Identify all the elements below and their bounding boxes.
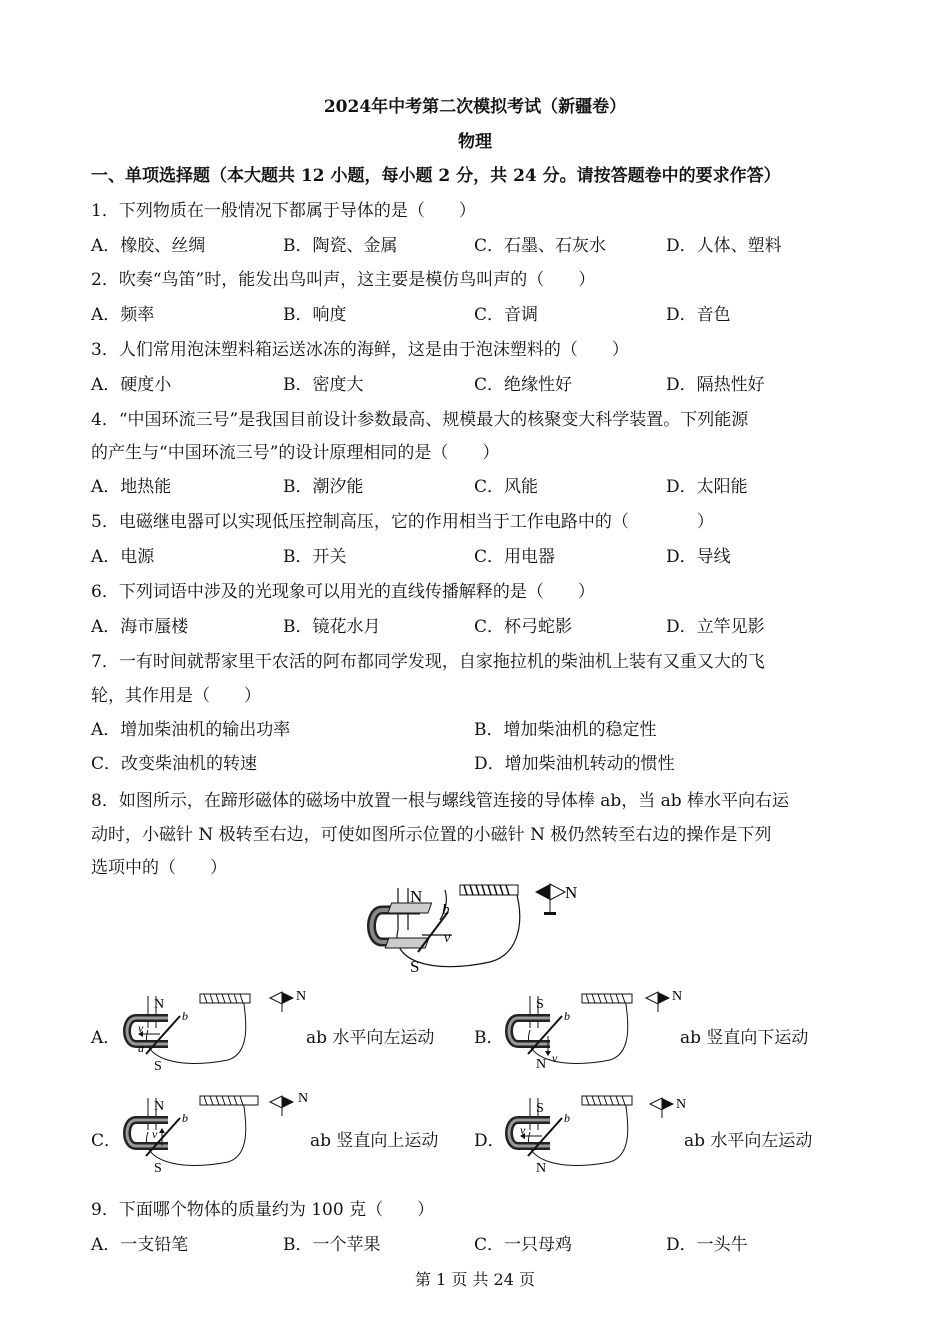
- svg-text:v: v: [520, 1123, 526, 1137]
- question-7-stem-line-1: 7．一有时间就帮家里干农活的阿布都同学发现，自家拖拉机的柴油机上装有又重又大的飞: [91, 652, 765, 672]
- question-1-stem: 1．下列物质在一般情况下都属于导体的是（ ）: [91, 201, 476, 221]
- svg-text:v: v: [152, 1127, 158, 1141]
- page-footer: 第 1 页 共 24 页: [415, 1270, 535, 1289]
- q5-option-c: C．用电器: [474, 547, 556, 567]
- q6-option-a: A．海市蜃楼: [91, 617, 189, 637]
- svg-text:S: S: [154, 1161, 162, 1175]
- svg-text:S: S: [154, 1059, 162, 1073]
- option-b-figure: [500, 988, 700, 1073]
- q6-option-c: C．杯弓蛇影: [474, 617, 573, 637]
- q9-option-c: C．一只母鸡: [474, 1235, 573, 1255]
- svg-text:b: b: [182, 1009, 188, 1023]
- q8-option-b-text: ab 竖直向下运动: [680, 1028, 809, 1048]
- q8-option-b: B．: [474, 1028, 504, 1048]
- main-magnet-figure: [360, 880, 585, 975]
- question-8-stem-line-2: 动时，小磁针 N 极转至右边，可使如图所示位置的小磁针 N 极仍然转至右边的操作是下列: [91, 825, 772, 845]
- svg-text:N: N: [296, 989, 307, 1004]
- label-v: v: [444, 931, 451, 946]
- option-c-figure: [118, 1090, 318, 1175]
- svg-text:N: N: [154, 997, 165, 1012]
- q8-option-a: A．: [91, 1028, 121, 1048]
- q4-option-b: B．潮汐能: [283, 477, 364, 497]
- svg-text:a: a: [138, 1041, 144, 1055]
- q9-option-a: A．一支铅笔: [91, 1235, 189, 1255]
- svg-text:N: N: [536, 1057, 547, 1072]
- q1-option-a: A．橡胶、丝绸: [91, 236, 206, 256]
- label-compass-N: N: [565, 883, 578, 902]
- q9-option-d: D．一头牛: [666, 1235, 748, 1255]
- question-7-stem-line-2: 轮，其作用是（ ）: [91, 686, 261, 706]
- q1-option-b: B．陶瓷、金属: [283, 236, 398, 256]
- svg-text:N: N: [536, 1161, 547, 1175]
- q3-option-b: B．密度大: [283, 375, 364, 395]
- svg-text:b: b: [182, 1111, 188, 1125]
- svg-text:N: N: [154, 1099, 165, 1114]
- svg-text:N: N: [298, 1091, 309, 1106]
- option-a-figure: [118, 988, 318, 1073]
- q7-option-d: D．增加柴油机转动的惯性: [474, 754, 675, 774]
- q7-option-b: B．增加柴油机的稳定性: [474, 720, 657, 740]
- q7-option-a: A．增加柴油机的输出功率: [91, 720, 291, 740]
- question-5-stem: 5．电磁继电器可以实现低压控制高压，它的作用相当于工作电路中的（ ）: [91, 512, 714, 532]
- q5-option-d: D．导线: [666, 547, 731, 567]
- question-9-stem: 9．下面哪个物体的质量约为 100 克（ ）: [91, 1200, 435, 1220]
- svg-text:N: N: [676, 1097, 687, 1112]
- q6-option-b: B．镜花水月: [283, 617, 381, 637]
- q8-option-d: D．: [474, 1131, 505, 1151]
- question-3-stem: 3．人们常用泡沫塑料箱运送冰冻的海鲜，这是由于泡沫塑料的（ ）: [91, 340, 629, 360]
- q5-option-b: B．开关: [283, 547, 347, 567]
- q2-option-d: D．音色: [666, 305, 731, 325]
- svg-text:S: S: [536, 1101, 544, 1116]
- q8-option-d-text: ab 水平向左运动: [684, 1131, 813, 1151]
- subject-title: 物理: [458, 132, 492, 152]
- svg-text:v: v: [138, 1021, 144, 1035]
- svg-text:v: v: [552, 1051, 558, 1065]
- q2-option-c: C．音调: [474, 305, 539, 325]
- question-4-stem-line-1: 4．“中国环流三号”是我国目前设计参数最高、规模最大的核聚变大科学装置。下列能源: [91, 410, 749, 430]
- question-4-stem-line-2: 的产生与“中国环流三号”的设计原理相同的是（ ）: [91, 443, 500, 463]
- label-S: S: [410, 957, 420, 975]
- q3-option-d: D．隔热性好: [666, 375, 765, 395]
- svg-text:N: N: [672, 989, 683, 1004]
- q2-option-a: A．频率: [91, 305, 155, 325]
- option-d-figure: [500, 1090, 700, 1175]
- label-N: N: [410, 887, 423, 906]
- q4-option-c: C．风能: [474, 477, 539, 497]
- q2-option-b: B．响度: [283, 305, 347, 325]
- q9-option-b: B．一个苹果: [283, 1235, 381, 1255]
- q7-option-c: C．改变柴油机的转速: [91, 754, 258, 774]
- section-heading: 一、单项选择题（本大题共 12 小题，每小题 2 分，共 24 分。请按答题卷中的要求作答）: [91, 166, 781, 186]
- q8-option-c-text: ab 竖直向上运动: [310, 1131, 439, 1151]
- q4-option-d: D．太阳能: [666, 477, 748, 497]
- svg-text:S: S: [536, 997, 544, 1012]
- q8-option-a-text: ab 水平向左运动: [306, 1028, 435, 1048]
- q5-option-a: A．电源: [91, 547, 155, 567]
- exam-title: 2024年中考第二次模拟考试（新疆卷）: [323, 97, 627, 117]
- question-6-stem: 6．下列词语中涉及的光现象可以用光的直线传播解释的是（ ）: [91, 582, 595, 602]
- q1-option-d: D．人体、塑料: [666, 236, 782, 256]
- question-8-stem-line-3: 选项中的（ ）: [91, 858, 227, 878]
- question-8-stem-line-1: 8．如图所示，在蹄形磁体的磁场中放置一根与螺线管连接的导体棒 ab，当 ab 棒水平向右运: [91, 791, 790, 811]
- q3-option-a: A．硬度小: [91, 375, 172, 395]
- svg-text:b: b: [564, 1111, 570, 1125]
- q4-option-a: A．地热能: [91, 477, 172, 497]
- q8-option-c: C．: [91, 1131, 122, 1151]
- label-b: b: [442, 902, 450, 918]
- q3-option-c: C．绝缘性好: [474, 375, 573, 395]
- question-2-stem: 2．吹奏“鸟笛”时，能发出鸟叫声，这主要是模仿鸟叫声的（ ）: [91, 270, 596, 290]
- q6-option-d: D．立竿见影: [666, 617, 765, 637]
- svg-text:b: b: [564, 1009, 570, 1023]
- q1-option-c: C．石墨、石灰水: [474, 236, 607, 256]
